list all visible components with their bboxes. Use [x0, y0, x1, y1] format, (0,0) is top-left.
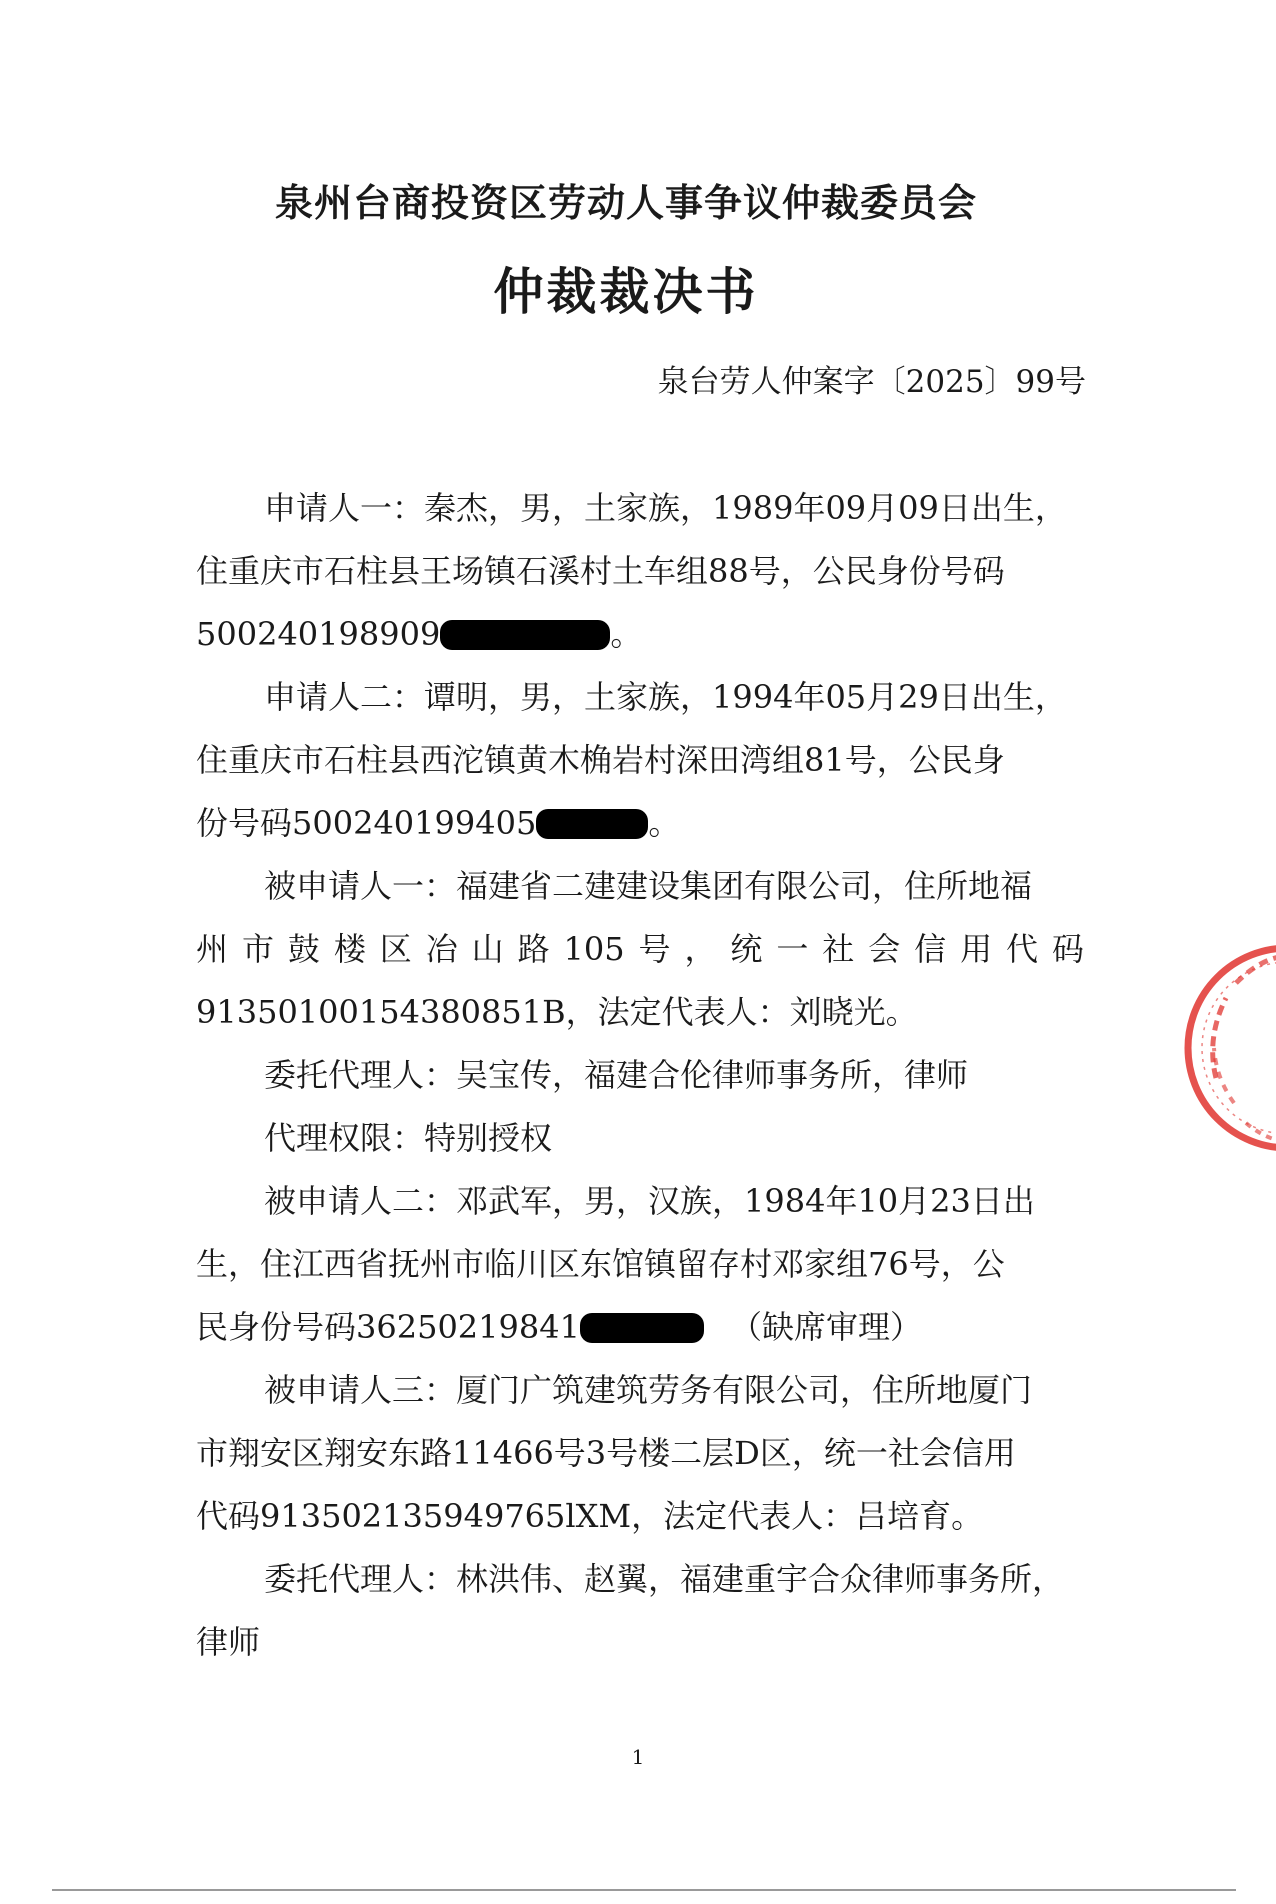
applicant2-line1: 申请人二：谭明，男，土家族，1994年05月29日出生，	[264, 678, 1067, 716]
respondent3-agent-line2: 律师	[196, 1623, 261, 1661]
respondent2-line2: 生，住江西省抚州市临川区东馆镇留存村邓家组76号，公	[196, 1245, 1005, 1283]
applicant1-id-prefix: 500240198909	[196, 615, 441, 653]
page-number: 1	[631, 1745, 645, 1769]
respondent1-agent: 委托代理人：吴宝传，福建合伦律师事务所，律师	[264, 1056, 969, 1094]
applicant1-line1: 申请人一：秦杰，男，土家族，1989年09月09日出生，	[264, 489, 1067, 527]
applicant1-line3-end: 。	[610, 615, 643, 653]
respondent1-line3: 91350100154380851B，法定代表人：刘晓光。	[196, 993, 918, 1031]
redaction-mark	[440, 620, 610, 650]
redaction-mark	[536, 809, 648, 839]
issuing-authority: 泉州台商投资区劳动人事争议仲裁委员会	[274, 181, 977, 225]
case-number: 泉台劳人仲案字〔2025〕99号	[657, 364, 1086, 400]
applicant2-line3-end: 。	[648, 804, 681, 842]
redaction-mark	[580, 1313, 704, 1343]
applicant2-id-prefix: 份号码500240199405	[196, 804, 537, 842]
scan-bottom-edge	[52, 1889, 1236, 1891]
applicant2-line3	[196, 803, 680, 843]
respondent3-line1: 被申请人三：厦门广筑建筑劳务有限公司，住所地厦门	[264, 1371, 1033, 1409]
official-seal-icon	[1176, 928, 1276, 1168]
respondent3-line3: 代码913502135949765lXM，法定代表人：吕培育。	[196, 1497, 984, 1535]
respondent2-id-prefix: 民身份号码36250219841	[196, 1308, 580, 1346]
applicant1-line2: 住重庆市石柱县王场镇石溪村土车组88号，公民身份号码	[196, 552, 1005, 590]
respondent2-line1: 被申请人二：邓武军，男，汉族，1984年10月23日出	[264, 1182, 1035, 1220]
applicant2-line2: 住重庆市石柱县西沱镇黄木桷岩村深田湾组81号，公民身	[196, 741, 1005, 779]
respondent1-line1: 被申请人一：福建省二建建设集团有限公司，住所地福	[264, 867, 1033, 905]
respondent2-line3	[196, 1307, 922, 1347]
applicant1-line3	[196, 614, 642, 654]
respondent1-authority: 代理权限：特别授权	[264, 1119, 553, 1157]
respondent3-agent-line1: 委托代理人：林洪伟、赵翼，福建重宇合众律师事务所，	[264, 1560, 1065, 1598]
respondent1-line2: 州市鼓楼区冶山路105号，统一社会信用代码	[196, 930, 1084, 968]
respondent3-line2: 市翔安区翔安东路11466号3号楼二层D区，统一社会信用	[196, 1434, 1016, 1472]
document-title: 仲裁裁决书	[493, 263, 759, 321]
respondent2-absence-note: （缺席审理）	[729, 1308, 922, 1346]
